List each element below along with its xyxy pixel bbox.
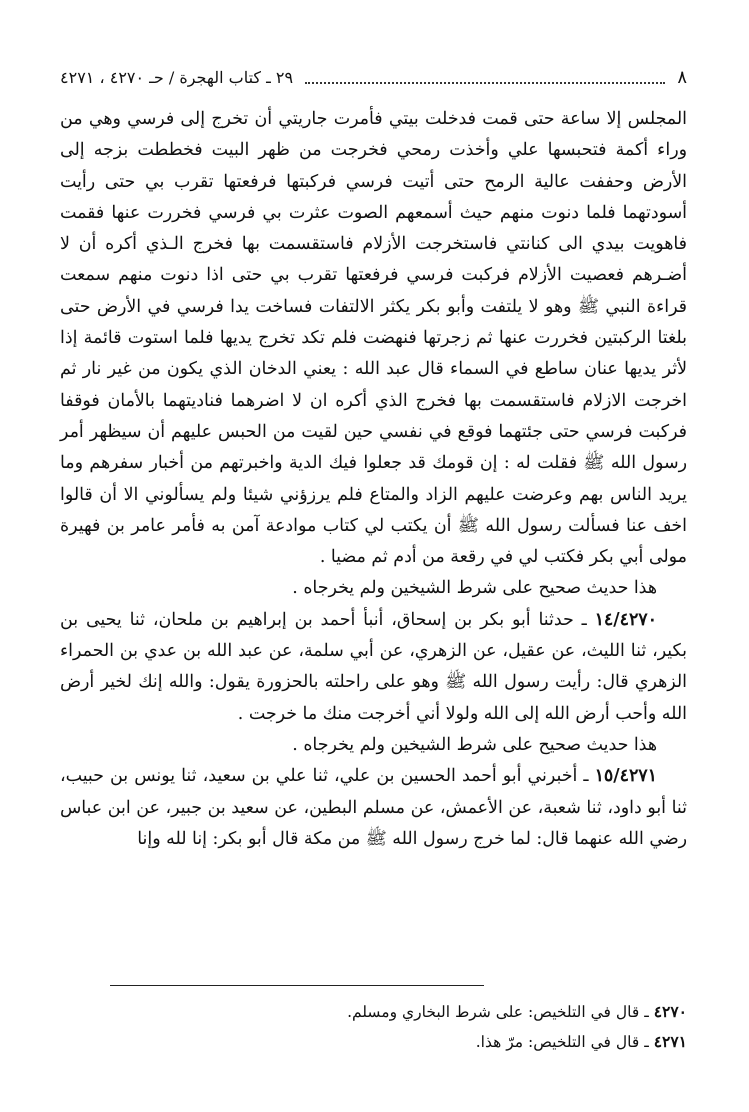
hadith-4271-number: ١٥/٤٢٧١ (594, 766, 657, 787)
verdict-2: هذا حديث صحيح على شرط الشيخين ولم يخرجاه . (292, 734, 657, 755)
verdict-1: هذا حديث صحيح على شرط الشيخين ولم يخرجاه . (292, 578, 657, 599)
footnotes (60, 997, 687, 1057)
hadith-4271-text: ـ أخبرني أبو أحمد الحسين بن علي، ثنا علي بن سعيد، ثنا يونس بن حبيب، ثنا أبو داود، ثنا شعبة، عن الأعمش، عن مسلم البطين، عن سعيد بن جبير، عن ابن عباس رضي الله عنهما قال: لما خرج رسول الله ﷺ من مكة قال أبو بكر: إنا لله وإنا (60, 766, 687, 849)
hadith-4270-text: ـ حدثنا أبو بكر بن إسحاق، أنبأ أحمد بن إبراهيم بن ملحان، ثنا يحيى بن بكير، ثنا الليث، عن عقيل، عن الزهري، عن أبي سلمة، عن عبد الله بن عدي بن الحمراء الزهري قال: رأيت رسول الله ﷺ وهو على راحلته بالحزورة يقول: والله إنك لخير أرض الله وأحب أرض الله إلى الله ولولا أني أخرجت منك ما خرجت . (60, 609, 687, 724)
running-header (60, 60, 687, 94)
footnote-number: ٤٢٧٠ (653, 1002, 687, 1021)
footnote-number: ٤٢٧١ (653, 1032, 687, 1051)
page-number: ٨ (677, 66, 687, 88)
footnote-text: ـ قال في التلخيص: على شرط البخاري ومسلم. (347, 1003, 654, 1021)
page-body (60, 104, 687, 855)
hadith-4270-number: ١٤/٤٢٧٠ (594, 609, 657, 630)
hadith-4270 (60, 605, 687, 730)
footnote-divider (110, 985, 484, 986)
header-title: ٢٩ ـ كتاب الهجرة / حـ ٤٢٧٠ ، ٤٢٧١ (60, 67, 294, 87)
hadith-4271 (60, 761, 687, 855)
footnote-4270 (60, 997, 687, 1027)
hadith-continuation-paragraph: المجلس إلا ساعة حتى قمت فدخلت بيتي فأمرت جاريتي أن تخرج إلى فرسي وهي من وراء أكمة فتحبسها علي وأخذت رمحي فخرجت من ظهر البيت فخططت بزجه إلى الأرض وحففت عالية الرمح حتى أتيت فرسي فركبتها فرفعتها تقرب بي حتى رأيت أسودتهما فلما دنوت منهم حيث أسمعهم الصوت عثرت بي فرسي فخررت عنها فقمت فاهويت بيدي الى كنانتي فاستخرجت الأزلام فاستقسمت بها فخرج الـذي أكره أن لا أضـرهم فعصيت الأزلام فركبت فرسي فرفعتها تقرب بي حتى اذا دنوت منهم سمعت قراءة النبي ﷺ وهو لا يلتفت وأبو بكر يكثر الالتفات فساخت يدا فرسي في الأرض حتى بلغتا الركبتين فخررت عنها ثم زجرتها فنهضت فلم تكد تخرج يديها فلما استوت قائمة إذا لأثر يديها عنان ساطع في السماء قال عبد الله : يعني الدخان الذي يكون من غير نار ثم اخرجت الازلام فاستقسمت بها فخرج الذي أكره ان لا اضرهما فناديتهما بالأمان فوقفا فركبت فرسي حتى جئتهما فوقع في نفسي حين لقيت من الحبس عليهم أن سيظهر أمر رسول الله ﷺ فقلت له : إن قومك قد جعلوا فيك الدية واخبرتهم من أخبار سفرهم وما يريد الناس بهم وعرضت عليهم الزاد والمتاع فلم يرزؤني شيئا ولم يسألوني الا أن قالوا اخف عنا فسألت رسول الله ﷺ أن يكتب لي كتاب موادعة آمن به فأمر عامر بن فهيرة مولى أبي بكر فكتب لي في رقعة من أدم ثم مضيا . (60, 109, 687, 568)
footnote-4271 (60, 1027, 687, 1057)
footnote-text: ـ قال في التلخيص: مرّ هذا. (475, 1033, 654, 1051)
header-dot-leader (305, 82, 665, 84)
